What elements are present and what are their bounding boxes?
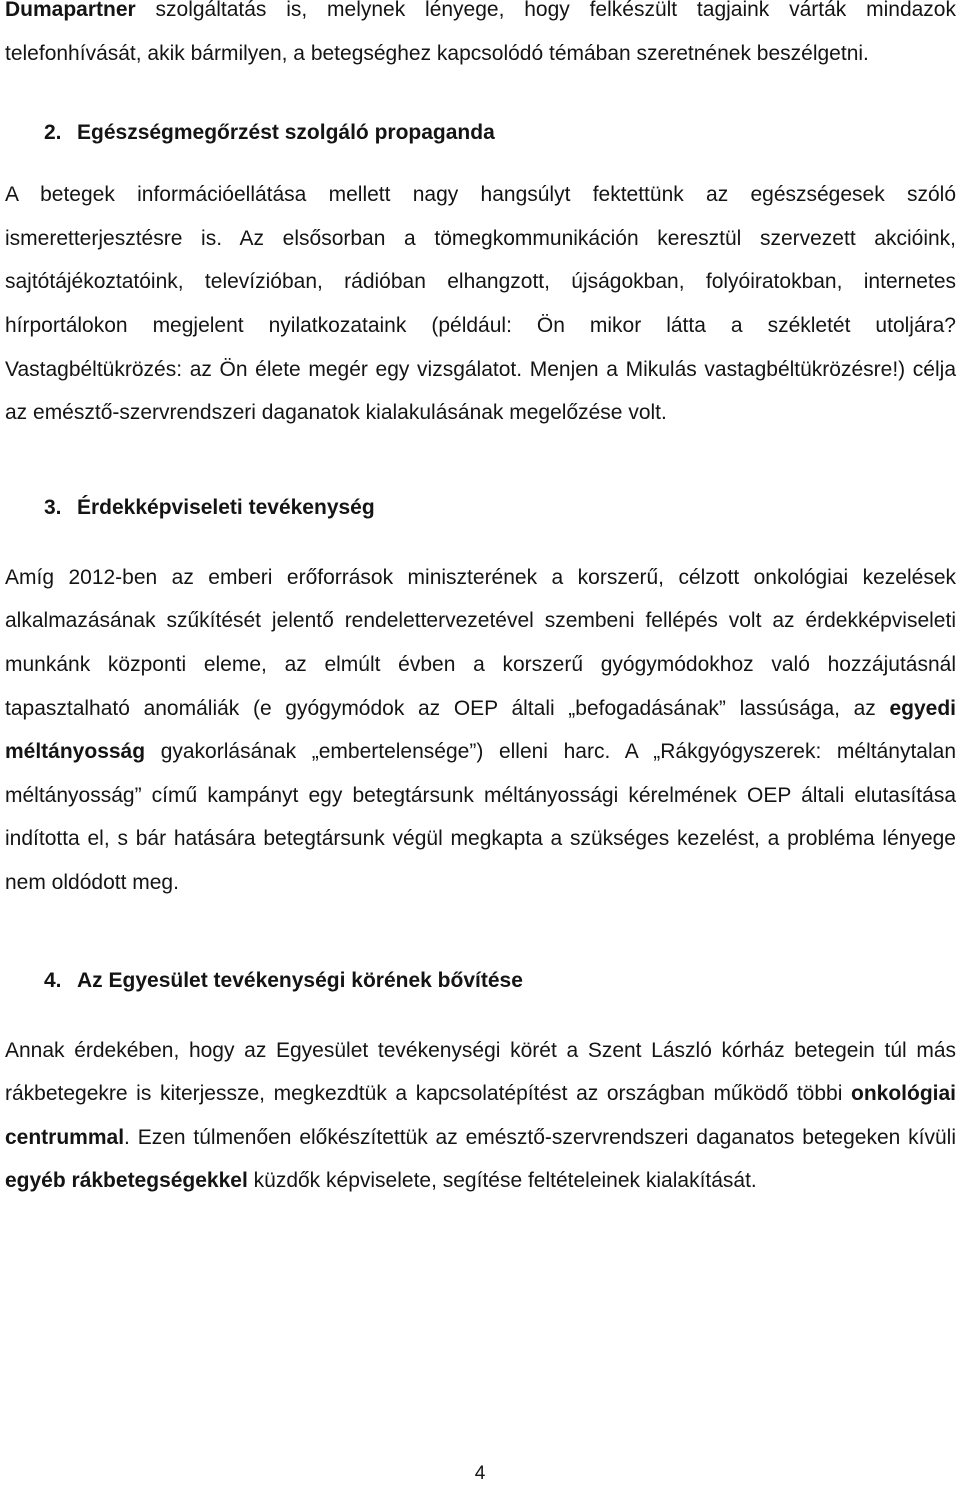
paragraph-propaganda [5, 173, 956, 435]
paragraph-text: Amíg 2012-ben az emberi erőforrások miniszterének a korszerű, célzott onkológiai kezelések alkalmazásának szűkítését jelentő rendelettervezetével szembeni fellépés volt az érdekképviseleti munkánk központi eleme, az elmúlt évben a korszerű gyógymódokhoz való hozzájutásnál tapasztalható anomáliák (e gyógymódok az OEP általi „befogadásának” lassúsága, az [5, 565, 956, 720]
section-number: 2. [44, 121, 62, 145]
paragraph-expansion [5, 1029, 956, 1203]
paragraph-text: . Ezen túlmenően előkészítettük az emésztő-szervrendszeri daganatos betegeken kívüli [124, 1125, 956, 1149]
section-heading-propaganda [5, 118, 956, 148]
bold-term-oncology-centres: onkológiai centrummal [5, 1082, 956, 1149]
bold-term-dumapartner: Dumapartner [5, 0, 136, 21]
section-heading-expansion [5, 966, 956, 996]
paragraph-text: szolgáltatás is, melynek lényege, hogy felkészült tagjaink várták mindazok telefonhívását, akik bármilyen, a betegséghez kapcsolódó témában szeretnének beszélgetni. [5, 0, 956, 65]
paragraph-dumapartner [5, 0, 956, 75]
paragraph-text: A betegek információellátása mellett nagy hangsúlyt fektettünk az egészségesek szóló ismeretterjesztésre is. Az elsősorban a tömegkommunikáción keresztül szervezett akcióink, sajtótájékoztatóink, televízióban, rádióban elhangzott, újságokban, folyóiratokban, internetes hírportálokon megjelent nyilatkozataink (például: Ön mikor látta a székletét utoljára? Vastagbéltükrözés: az Ön élete megér egy vizsgálatot. Menjen a Mikulás vastagbéltükrözésre!) célja az emésztő-szervrendszeri daganatok kialakulásának megelőzése volt. [5, 183, 956, 425]
bold-term-other-cancers: egyéb rákbetegségekkel [5, 1169, 248, 1193]
section-title: Érdekképviseleti tevékenység [77, 495, 375, 519]
paragraph-text: gyakorlásának „embertelensége”) elleni harc. A „Rákgyógyszerek: méltánytalan méltányosság” című kampányt egy betegtársunk méltányossági kérelmének OEP általi elutasítása indította el, s bár hatására betegtársunk végül megkapta a szükséges kezelést, a probléma lényege nem oldódott meg. [5, 740, 956, 894]
section-number: 3. [44, 495, 62, 519]
section-number: 4. [44, 968, 62, 992]
document-page [5, 0, 956, 1203]
section-title: Az Egyesület tevékenységi körének bővítése [77, 968, 523, 992]
paragraph-text: Annak érdekében, hogy az Egyesület tevékenységi körét a Szent László kórház betegein túl más rákbetegekre is kiterjessze, megkezdtük a kapcsolatépítést az országban működő többi [5, 1038, 956, 1106]
paragraph-text: küzdők képviselete, segítése feltételeinek kialakítását. [247, 1169, 757, 1193]
page-number: 4 [474, 1463, 486, 1484]
section-title: Egészségmegőrzést szolgáló propaganda [77, 121, 495, 145]
section-heading-advocacy [5, 493, 956, 523]
paragraph-advocacy [5, 556, 956, 905]
bold-term-equity: egyedi méltányosság [5, 696, 956, 764]
